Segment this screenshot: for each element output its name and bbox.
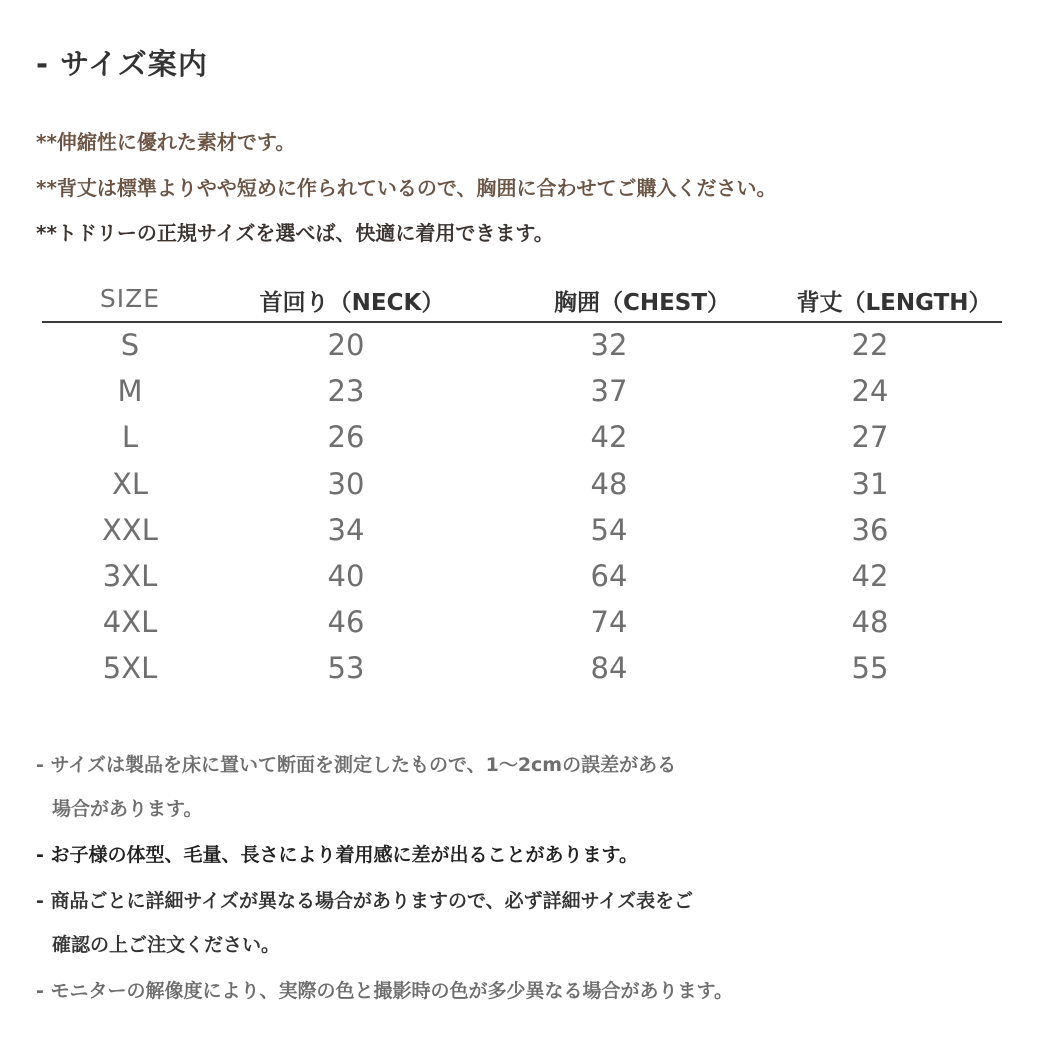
cell-neck: 30 — [327, 466, 365, 501]
footnote-measurement-cont: 場合があります。 — [52, 798, 203, 820]
cell-size: S — [120, 328, 140, 362]
size-table-body — [42, 322, 1004, 692]
cell-size: M — [117, 374, 143, 409]
header-length: 背丈（LENGTH） — [796, 290, 992, 316]
cell-neck: 34 — [327, 512, 365, 547]
table-row — [42, 599, 1004, 645]
cell-length: 22 — [851, 328, 889, 362]
table-row — [42, 461, 1004, 507]
size-table-header — [42, 278, 1004, 322]
cell-chest: 64 — [590, 558, 628, 593]
footnote-size-chart-cont: 確認の上ご注文ください。 — [52, 934, 281, 956]
table-row — [42, 507, 1004, 553]
table-row — [42, 368, 1004, 414]
cell-chest: 48 — [590, 466, 628, 501]
page-title: - サイズ案内 — [36, 47, 208, 81]
footnote-color: - モニターの解像度により、実際の色と撮影時の色が多少異なる場合があります。 — [36, 980, 733, 1002]
footnote-measurement: - サイズは製品を床に置いて断面を測定したもので、1～2cmの誤差がある — [36, 754, 677, 776]
cell-length: 42 — [851, 558, 889, 593]
cell-length: 24 — [851, 374, 889, 409]
header-neck: 首回り（NECK） — [259, 290, 445, 316]
cell-chest: 54 — [590, 512, 628, 547]
size-table — [42, 278, 1004, 692]
cell-neck: 53 — [327, 651, 365, 686]
cell-chest: 74 — [590, 605, 628, 640]
table-row — [42, 553, 1004, 599]
note-length-short: **背丈は標準よりやや短めに作られているので、胸囲に合わせてご購入ください。 — [36, 176, 777, 200]
cell-size: L — [121, 420, 139, 455]
cell-chest: 84 — [590, 651, 628, 686]
cell-chest: 42 — [590, 420, 628, 455]
header-size: SIZE — [99, 284, 161, 313]
cell-length: 36 — [851, 512, 889, 547]
cell-chest: 32 — [590, 328, 628, 362]
cell-neck: 23 — [327, 374, 365, 409]
cell-chest: 37 — [590, 374, 628, 409]
cell-size: XL — [111, 466, 149, 501]
cell-neck: 26 — [327, 420, 365, 455]
cell-length: 27 — [851, 420, 889, 455]
cell-neck: 46 — [327, 605, 365, 640]
note-regular-size: **トドリーの正規サイズを選べば、快適に着用できます。 — [36, 221, 554, 245]
header-chest: 胸囲（CHEST） — [553, 290, 731, 316]
cell-length: 48 — [851, 605, 889, 640]
cell-size: 5XL — [102, 651, 158, 686]
footnote-fit: - お子様の体型、毛量、長さにより着用感に差が出ることがあります。 — [36, 844, 638, 866]
footnote-size-chart: - 商品ごとに詳細サイズが異なる場合がありますので、必ず詳細サイズ表をご — [36, 890, 694, 912]
table-row — [42, 645, 1004, 691]
cell-length: 31 — [851, 466, 889, 501]
table-row — [42, 322, 1004, 368]
cell-neck: 40 — [327, 558, 365, 593]
cell-neck: 20 — [327, 328, 365, 362]
cell-size: 4XL — [102, 605, 158, 640]
cell-size: 3XL — [102, 558, 158, 593]
table-row — [42, 414, 1004, 460]
cell-size: XXL — [102, 512, 158, 547]
note-stretch-material: **伸縮性に優れた素材です。 — [36, 130, 296, 154]
cell-length: 55 — [851, 651, 889, 686]
